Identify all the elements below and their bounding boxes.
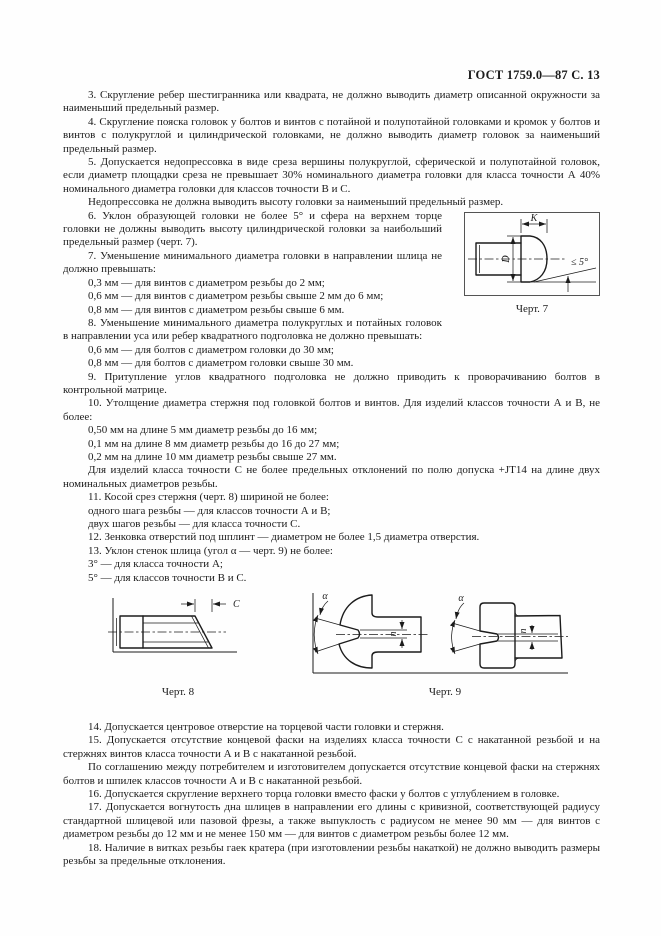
paragraph-18: 18. Наличие в витках резьбы гаек кратера (при изготовлении резьбы накаткой) не должно выводить размеры резьбы за предельные отклонения. (63, 841, 600, 868)
paragraph-3: 3. Скругление ребер шестигранника или квадрата, не должно выводить диаметр описанной окружности за наименьший предельный размер. (63, 89, 600, 115)
figure-9 (310, 587, 575, 677)
list-item: 0,3 мм — для винтов с диаметром резьбы до 2 мм; (88, 276, 325, 289)
list-item: 0,50 мм на длине 5 мм диаметр резьбы до 16 мм; (88, 424, 318, 437)
paragraph-16: 16. Допускается скругление верхнего торца головки вместо фаски у болтов с углублением в головке. (88, 788, 560, 801)
paragraph-6: 6. Уклон образующей головки не более 5° и сфера на верхнем торце головки не должны выводить высоту цилиндрической головки за наибольший предельный размер (черт. 7). (63, 209, 442, 249)
paragraph-14: 14. Допускается центровое отверстие на торцевой части головки и стержня. (88, 721, 444, 734)
figure-9-label-n-right: n (518, 628, 529, 634)
figure-7-label-k: K (530, 212, 538, 224)
figure-9-caption: Черт. 9 (428, 686, 462, 699)
figure-7-label-angle: ≤ 5° (571, 256, 588, 268)
figure-8 (100, 595, 250, 659)
figure-9-label-n-left: n (388, 631, 399, 637)
list-item: 0,8 мм — для болтов с диаметром головки свыше 30 мм. (88, 357, 354, 370)
paragraph-7: 7. Уменьшение минимального диаметра головки в направлении шлица не должно превышать: (63, 249, 442, 276)
list-item: 0,6 мм — для винтов с диаметром резьбы свыше 2 мм до 6 мм; (88, 290, 384, 303)
list-item: одного шага резьбы — для классов точности А и В; (88, 504, 331, 517)
page-header: ГОСТ 1759.0—87 С. 13 (467, 68, 600, 82)
figure-7-drawing (465, 212, 600, 295)
paragraph-10: 10. Утолщение диаметра стержня под головкой болтов и винтов. Для изделий классов точности А и В, не более: (63, 397, 600, 423)
figures-8-9-container (63, 587, 600, 717)
figure-8-label-c: C (233, 599, 240, 611)
paragraph-8: 8. Уменьшение минимального диаметра полукруглых и потайных головок в направлении уса или ребер квадратного подголовка не должно превышать: (63, 316, 442, 343)
figure-8-caption: Черт. 8 (161, 686, 195, 699)
document-content (63, 89, 600, 869)
paragraph-12: 12. Зенковка отверстий под шплинт — диаметром не более 1,5 диаметра отверстия. (88, 531, 480, 544)
list-item: 0,1 мм на длине 8 мм диаметр резьбы до 16 до 27 мм; (88, 437, 340, 450)
figure-8-drawing (108, 598, 240, 652)
list-item: 3° — для класса точности А; (88, 558, 223, 571)
paragraph-5a: Недопрессовка не должна выводить высоту головки за наименьший предельный размер. (88, 196, 504, 209)
paragraph-10a: Для изделий класса точности С не более предельных отклонений по полю допуска +JT14 на длине двух номинальных диаметров резьбы. (63, 464, 600, 490)
paragraph-15: 15. Допускается отсутствие концевой фаски на изделиях класса точности С с накатанной резьбой и на стержнях винтов класса точности А и В с накатанной резьбой. (63, 734, 600, 760)
list-item: 0,6 мм — для болтов с диаметром головки до 30 мм; (88, 343, 334, 356)
paragraph-17: 17. Допускается вогнутость дна шлицев в направлении его длины с кривизной, соответствующей радиусу стандартной шлицевой или пазовой фрезы, а также выпуклость с радиусом не менее 90 мм — для винтов с диаметром резьбы до 12 мм и не менее 150 мм — для винтов с диаметром резьбы более 12 мм. (63, 801, 600, 841)
paragraph-11: 11. Косой срез стержня (черт. 8) шириной не более: (88, 491, 329, 504)
list-item: 0,8 мм — для винтов с диаметром резьбы свыше 6 мм. (88, 303, 345, 316)
figure-7-container (450, 212, 600, 316)
paragraph-13: 13. Уклон стенок шлица (угол α — черт. 9) не более: (88, 544, 333, 557)
list-item: двух шагов резьбы — для класса точности С. (88, 518, 301, 530)
paragraph-15a: По соглашению между потребителем и изготовителем допускается отсутствие концевой фаски на стержнях болтов и шпилек классов точности А и В с накатанной резьбой. (63, 761, 600, 787)
figure-9-label-alpha-right: α (458, 593, 464, 605)
figure-7-caption: Черт. 7 (515, 302, 549, 315)
figure-9-label-alpha-left: α (322, 591, 328, 603)
list-item: 5° — для классов точности В и С. (88, 571, 247, 584)
figure-7-label-d: D (501, 255, 512, 263)
figure-9-drawing (313, 591, 568, 673)
figure-7 (464, 212, 600, 298)
paragraph-5: 5. Допускается недопрессовка в виде среза вершины полукруглой, сферической и полупотайной головок, если диаметр площадки среза не превышает 30% номинального диаметра головки для класса точности А 40% номинального диаметра головки для классов точности В и С. (63, 156, 600, 195)
paragraph-9: 9. Притупление углов квадратного подголовка не должно приводить к проворачиванию болтов в контрольной матрице. (63, 370, 600, 396)
paragraph-4: 4. Скругление пояска головок у болтов и винтов с потайной и полупотайной головками и кромок у болтов и винтов с полукруглой и цилиндрической головками, не должно выводить диаметр головок за наименьший предельный размер. (63, 115, 600, 155)
list-item: 0,2 мм на длине 10 мм диаметр резьбы свыше 27 мм. (88, 450, 337, 463)
